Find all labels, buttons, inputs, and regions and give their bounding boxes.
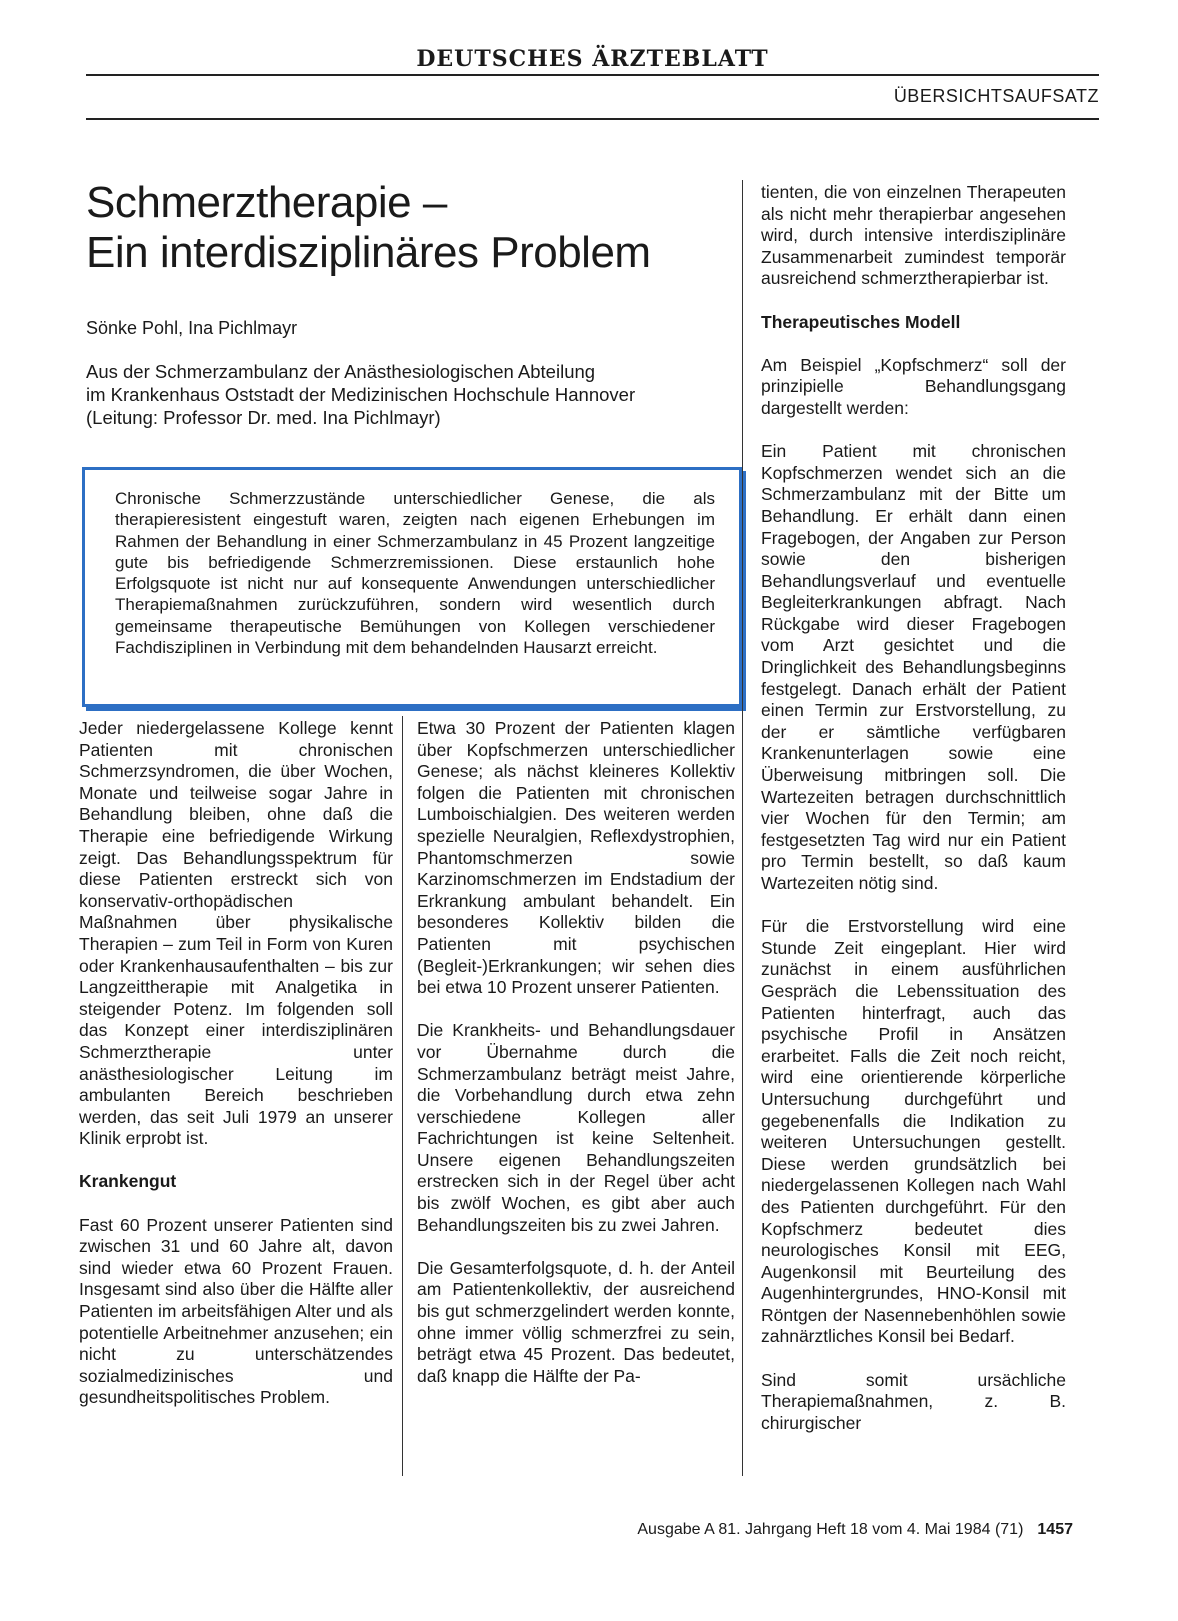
- abstract-text: Chronische Schmerzzustände unterschiedlicher Genese, die als therapieresistent eingestuft waren, zeigten nach eigenen Erhebungen im Rahmen der Behandlung in einer Schmerzambulanz in 45 Prozent langzeitige gute bis befriedigende Schmerzremissionen. Diese erstaunlich hohe Erfolgsquote ist nicht nur auf konsequente Anwendungen unterschiedlicher Therapiemaßnahmen zurückzuführen, sondern wird wesentlich durch gemeinsame therapeutische Bemühungen von Kollegen verschiedener Fachdisziplinen in Verbindung mit dem behandelnden Hausarzt erreicht.: [115, 489, 715, 658]
- title-line-1: Schmerztherapie –: [86, 178, 447, 227]
- affiliation: [86, 360, 766, 429]
- page-footer: [637, 1521, 1073, 1539]
- issue-info: Ausgabe A 81. Jahrgang Heft 18 vom 4. Mai 1984 (71): [637, 1521, 1024, 1538]
- paragraph: Für die Erstvorstellung wird eine Stunde Zeit eingeplant. Hier wird zunächst in einem ausführlichen Gespräch die Lebenssituation des Patienten hinterfragt, auch das psychische Profil in Ansätzen erarbeitet. Falls die Zeit noch reicht, wird eine orientierende körperliche Untersuchung durchgeführt und gegebenenfalls die Indikation zu weiteren Untersuchungen gestellt. Diese werden grundsätzlich bei niedergelassenen Kollegen nach Wahl des Patienten durchgeführt. Für den Kopfschmerz bedeutet dies neurologisches Konsil mit EEG, Augenkonsil mit Beurteilung des Augenhintergrundes, HNO-Konsil mit Röntgen der Nasennebenhöhlen sowie zahnärztliches Konsil bei Bedarf.: [761, 916, 1066, 1347]
- abstract-box: [82, 467, 742, 707]
- paragraph: Fast 60 Prozent unserer Patienten sind zwischen 31 und 60 Jahre alt, davon sind wieder etwa 60 Prozent Frauen. Insgesamt sind also über die Hälfte aller Patienten im arbeitsfähigen Alter und als potentielle Arbeitnehmer anzusehen; ein nicht zu unterschätzendes sozialmedizinisches und gesundheitspolitisches Problem.: [79, 1214, 393, 1408]
- paragraph: tienten, die von einzelnen Therapeuten als nicht mehr therapierbar angesehen wird, durch intensive interdisziplinäre Zusammenarbeit zumindest temporär ausreichend schmerztherapierbar ist.: [761, 182, 1066, 289]
- paragraph: Jeder niedergelassene Kollege kennt Patienten mit chronischen Schmerzsyndromen, die über Wochen, Monate und teilweise sogar Jahre in Behandlung bleiben, ohne daß die Therapie eine befriedigende Wirkung zeigt. Das Behandlungsspektrum für diese Patienten erstreckt sich von konservativ-orthopädischen Maßnahmen über physikalische Therapien – zum Teil in Form von Kuren oder Krankenhausaufenthalten – bis zur Langzeittherapie mit Analgetika in steigender Potenz. Im folgenden soll das Konzept einer interdisziplinären Schmerztherapie unter anästhesiologischer Leitung im ambulanten Bereich beschrieben werden, das seit Juli 1979 an unserer Klinik erprobt ist.: [79, 718, 393, 1149]
- paragraph: Die Krankheits- und Behandlungsdauer vor Übernahme durch die Schmerzambulanz beträgt meist Jahre, die Vorbehandlung durch etwa zehn verschiedene Kollegen aller Fachrichtungen ist keine Seltenheit. Unsere eigenen Behandlungszeiten erstrecken sich in der Regel über acht bis zwölf Wochen, es gibt aber auch Behandlungszeiten bis zu zwei Jahren.: [417, 1020, 735, 1235]
- paragraph: Am Beispiel „Kopfschmerz“ soll der prinzipielle Behandlungsgang dargestellt werden:: [761, 354, 1066, 418]
- masthead-rule: [86, 74, 1099, 76]
- column-divider: [742, 180, 743, 1476]
- column-3: [761, 182, 1066, 1456]
- page-number: 1457: [1037, 1521, 1073, 1538]
- masthead: DEUTSCHES ÄRZTEBLATT: [416, 46, 769, 72]
- affiliation-line: im Krankenhaus Oststadt der Medizinischen Hochschule Hannover: [86, 384, 636, 405]
- column-1: [79, 718, 393, 1431]
- paragraph: Ein Patient mit chronischen Kopfschmerzen wendet sich an die Schmerzambulanz mit der Bitte um Behandlung. Er erhält dann einen Fragebogen, der Angaben zur Person sowie den bisherigen Behandlungsverlauf und eventuelle Begleiterkrankungen abfragt. Nach Rückgabe wird dieser Fragebogen vom Arzt gesichtet und die Dringlichkeit des Behandlungsbeginns festgelegt. Danach erhält der Patient einen Termin zur Erstvorstellung, zu der er sämtliche verfügbaren Krankenunterlagen sowie eine Überweisung mitbringen soll. Die Wartezeiten betragen durchschnittlich vier Wochen für den Termin; am festgesetzten Tag wird nur ein Patient pro Termin bestellt, so daß kaum Wartezeiten nötig sind.: [761, 441, 1066, 893]
- column-2: [417, 718, 735, 1409]
- section-heading-modell: Therapeutisches Modell: [761, 311, 961, 332]
- authors: Sönke Pohl, Ina Pichlmayr: [86, 318, 298, 338]
- affiliation-line: Aus der Schmerzambulanz der Anästhesiologischen Abteilung: [86, 361, 596, 382]
- paragraph: Etwa 30 Prozent der Patienten klagen über Kopfschmerzen unterschiedlicher Genese; als nächst kleineres Kollektiv folgen die Patienten mit chronischen Lumboischialgien. Des weiteren werden spezielle Neuralgien, Reflexdystrophien, Phantomschmerzen sowie Karzinomschmerzen im Endstadium der Erkrankung ambulant behandelt. Ein besonderes Kollektiv bilden die Patienten mit psychischen (Begleit-)Erkrankungen; wir sehen dies bei etwa 10 Prozent unserer Patienten.: [417, 718, 735, 998]
- section-label: ÜBERSICHTSAUFSATZ: [893, 86, 1099, 106]
- paragraph: Die Gesamterfolgsquote, d. h. der Anteil am Patientenkollektiv, der ausreichend bis gut schmerzgelindert werden konnte, ohne immer völlig schmerzfrei zu sein, beträgt etwa 45 Prozent. Das bedeutet, daß knapp die Hälfte der Pa-: [417, 1257, 735, 1386]
- article-title: [86, 178, 746, 278]
- section-heading-krankengut: Krankengut: [79, 1171, 177, 1192]
- title-line-2: Ein interdisziplinäres Problem: [86, 228, 651, 277]
- affiliation-line: (Leitung: Professor Dr. med. Ina Pichlmayr): [86, 407, 441, 428]
- section-rule: [86, 118, 1099, 120]
- column-divider: [402, 716, 403, 1476]
- paragraph: Sind somit ursächliche Therapiemaßnahmen, z. B. chirurgischer: [761, 1369, 1066, 1433]
